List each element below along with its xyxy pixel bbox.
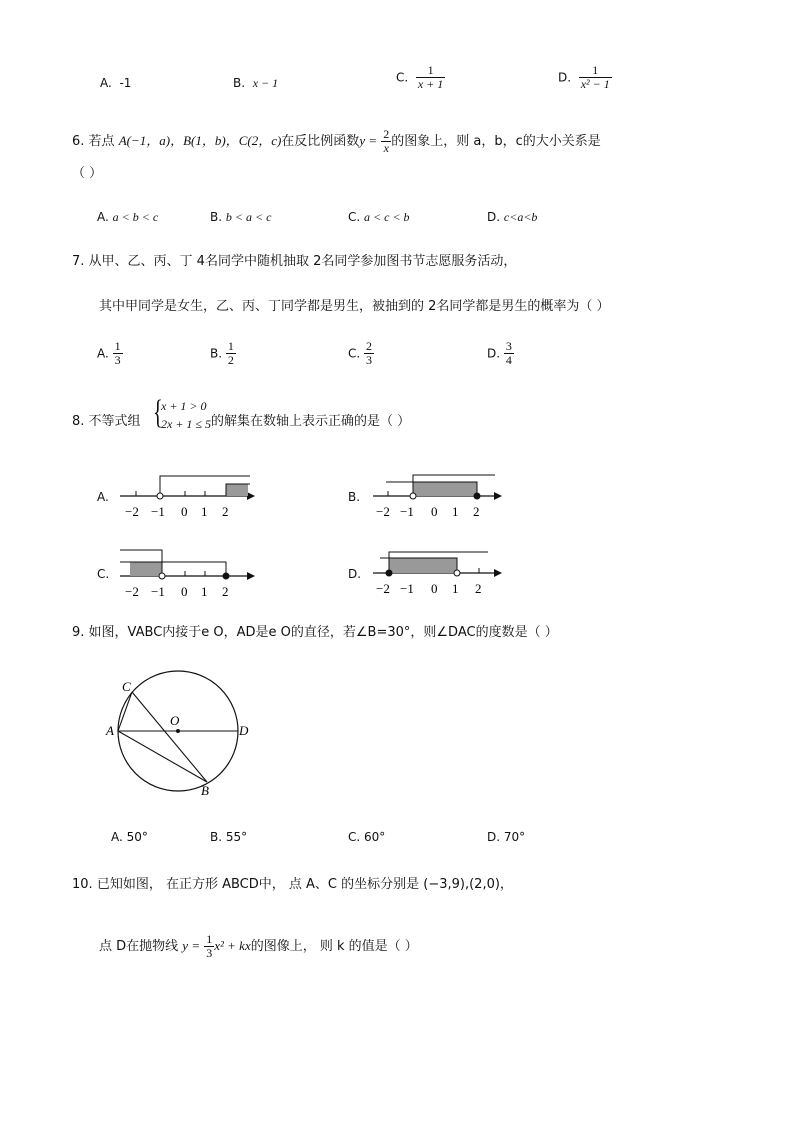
tick-label: −1 — [400, 581, 414, 596]
tick-label: 2 — [222, 584, 229, 598]
circle-diagram — [100, 670, 260, 805]
shaded-region — [130, 562, 162, 576]
tick-label: −1 — [151, 504, 165, 519]
tick-label: 1 — [201, 504, 208, 519]
number-line-b — [368, 470, 513, 520]
tick-label: −2 — [125, 504, 139, 519]
q8-label-a: A. — [97, 490, 109, 504]
open-point — [159, 573, 165, 579]
point-label-o: O — [170, 713, 180, 728]
fraction: $\frac{2}{x}$ — [383, 127, 390, 155]
tick-label: 1 — [452, 504, 459, 519]
point-label-b: B — [201, 783, 209, 798]
q7-option-b: B. $\frac{1}{2}$ — [210, 339, 234, 367]
arrow-icon — [494, 492, 502, 500]
q9-option-c: C. 60° — [348, 830, 386, 844]
q6-option-c: C. a < c < b — [348, 210, 410, 224]
shaded-region — [413, 482, 477, 496]
q6-option-a: A. a < b < c — [97, 210, 159, 224]
tick-label: 0 — [431, 504, 438, 519]
tick-label: −2 — [376, 581, 390, 596]
q10-stem-line2: 点 D在抛物线 y = $\frac{1}{3}$ x² + kx的图像上， 则 k 的值是（ ） — [99, 932, 418, 960]
tick-label: −1 — [151, 584, 165, 598]
number-line-d — [368, 547, 513, 597]
q6-option-d: D. c<a<b — [487, 210, 538, 224]
tick-label: 2 — [475, 581, 482, 596]
closed-point — [223, 573, 229, 579]
q9-option-d: D. 70° — [487, 830, 526, 844]
segment-cb — [132, 692, 207, 782]
q9-option-b: B. 55° — [210, 830, 248, 844]
q7-option-a: A. $\frac{1}{3}$ — [97, 339, 121, 367]
q7-option-d: D. $\frac{3}{4}$ — [487, 339, 512, 367]
q8-label-d: D. — [348, 567, 362, 581]
shaded-region — [389, 558, 457, 573]
arrow-icon — [494, 569, 502, 577]
arrow-icon — [247, 492, 255, 500]
q8-stem-post: 的解集在数轴上表示正确的是（ ） — [211, 414, 411, 429]
q7-stem-line2: 其中甲同学是女生，乙、丙、丁同学都是男生，被抽到的 2名同学都是男生的概率为（ ） — [99, 299, 610, 314]
q9-option-a: A. 50° — [111, 830, 148, 844]
fraction: $\frac{1}{\text{x² − 1}}$ — [580, 63, 610, 91]
open-point — [454, 570, 460, 576]
open-point — [157, 493, 163, 499]
fraction: $\frac{3}{4}$ — [505, 339, 512, 367]
tick-label: 1 — [452, 581, 459, 596]
q7-stem-line1: 7. 从甲、乙、丙、丁 4名同学中随机抽取 2名同学参加图书节志愿服务活动， — [72, 254, 517, 269]
open-point — [410, 493, 416, 499]
tick-label: −2 — [125, 584, 139, 598]
closed-point — [386, 570, 392, 576]
q10-stem-line1: 10. 已知如图， 在正方形 ABCD中， 点 A、C 的坐标分别是 (−3,9),(2,0)， — [72, 877, 513, 892]
q5-option-c: C. $\frac{1}{x + 1}$ — [396, 63, 444, 91]
q9-stem: 9. 如图，VABC内接于e O，AD是e O的直径，若∠B=30°，则∠DAC的度数是（ ） — [72, 625, 558, 640]
tick-label: −2 — [376, 504, 390, 519]
shaded-region — [226, 484, 248, 496]
tick-label: 2 — [222, 504, 229, 519]
q8-stem: 8. 不等式组 — [72, 414, 141, 429]
tick-label: 1 — [201, 584, 208, 598]
tick-label: 0 — [431, 581, 438, 596]
fraction: $\frac{1}{3}$ — [206, 932, 213, 960]
center-point — [176, 729, 180, 733]
fraction: $\frac{2}{3}$ — [366, 339, 373, 367]
segment-ac — [118, 692, 132, 731]
fraction: $\frac{1}{3}$ — [114, 339, 121, 367]
q5-option-a: A. -1 — [100, 76, 132, 90]
fraction: $\frac{1}{x + 1}$ — [417, 63, 444, 91]
q5-option-d: D. $\frac{1}{\text{x² − 1}}$ — [558, 63, 610, 91]
q8-label-b: B. — [348, 490, 361, 504]
tick-label: −1 — [400, 504, 414, 519]
tick-label: 0 — [181, 504, 188, 519]
fraction: $\frac{1}{2}$ — [227, 339, 234, 367]
point-label-a: A — [106, 723, 114, 738]
point-label-d: D — [239, 723, 249, 738]
q8-label-c: C. — [97, 567, 110, 581]
number-line-c — [115, 548, 260, 598]
point-label-c: C — [122, 679, 131, 694]
arrow-icon — [247, 572, 255, 580]
q5-option-b: B. x − 1 — [233, 76, 279, 90]
number-line-a — [115, 470, 260, 520]
segment-ab — [118, 731, 207, 782]
tick-label: 0 — [181, 584, 188, 598]
tick-label: 2 — [473, 504, 480, 519]
q6-stem: 6. 若点 A(−1，a)，B(1，b)，C(2，c)在反比例函数y = $\frac{2}{x}$ 的图象上，则 a，b，c的大小关系是 — [72, 127, 601, 155]
left-brace-icon: { — [153, 394, 163, 431]
q6-answer-blank: （ ） — [72, 166, 103, 181]
q6-option-b: B. b < a < c — [210, 210, 272, 224]
q7-option-c: C. $\frac{2}{3}$ — [348, 339, 373, 367]
closed-point — [474, 493, 480, 499]
